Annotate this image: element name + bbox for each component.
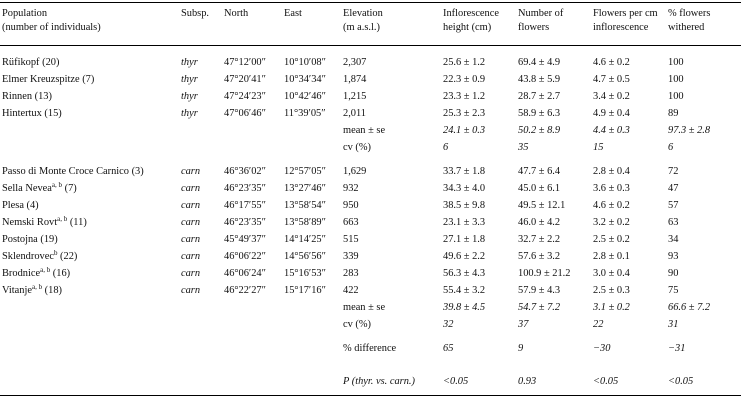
mean-number: 54.7 ± 7.2	[518, 302, 561, 313]
header-population-sub: (number of individuals)	[2, 22, 101, 33]
difference-inflorescence: 65	[443, 343, 454, 354]
inflorescence-height: 55.4 ± 3.2	[443, 285, 486, 296]
north-coordinate: 46°06′24″	[224, 268, 266, 279]
inflorescence-height: 49.6 ± 2.2	[443, 251, 486, 262]
flowers-per-cm: 3.4 ± 0.2	[593, 91, 630, 102]
flowers-withered: 100	[668, 91, 684, 102]
cv-flowers-per-cm: 15	[593, 142, 604, 153]
population-name: Nemski Rovt$^{a, b}$ (11)	[2, 215, 87, 228]
elevation: 1,215	[343, 91, 367, 102]
population-name: Plesa (4)	[2, 200, 39, 211]
population-name: Vitanje$^{a, b}$ (18)	[2, 283, 62, 296]
mean-label: mean ± se	[343, 302, 386, 313]
north-coordinate: 47°24′23″	[224, 91, 266, 102]
north-coordinate: 47°20′41″	[224, 74, 266, 85]
north-coordinate: 46°23′35″	[224, 183, 266, 194]
footnote-marker: a, b	[40, 266, 51, 274]
elevation: 515	[343, 234, 359, 245]
header-inflorescence: Inflorescence	[443, 8, 499, 19]
top-rule	[0, 2, 741, 3]
east-coordinate: 15°16′53″	[284, 268, 326, 279]
subspecies: thyr	[181, 91, 198, 102]
east-coordinate: 13°58′89″	[284, 217, 326, 228]
flowers-per-cm: 3.6 ± 0.3	[593, 183, 630, 194]
header-number-sub: flowers	[518, 22, 550, 33]
number-of-flowers: 57.6 ± 3.2	[518, 251, 561, 262]
cv-withered: 31	[668, 319, 679, 330]
mean-number: 50.2 ± 8.9	[518, 125, 561, 136]
inflorescence-height: 33.7 ± 1.8	[443, 166, 486, 177]
cv-label: cv (%)	[343, 319, 371, 330]
east-coordinate: 10°10′08″	[284, 57, 326, 68]
north-coordinate: 46°22′27″	[224, 285, 266, 296]
subspecies: thyr	[181, 108, 198, 119]
p-value-label: P (thyr. vs. carn.)	[343, 376, 415, 387]
flowers-per-cm: 2.5 ± 0.3	[593, 285, 630, 296]
east-coordinate: 10°34′34″	[284, 74, 326, 85]
elevation: 339	[343, 251, 359, 262]
header-flowers-per-cm: Flowers per cm	[593, 8, 658, 19]
mean-inflorescence: 39.8 ± 4.5	[443, 302, 486, 313]
elevation: 2,307	[343, 57, 367, 68]
cv-label: cv (%)	[343, 142, 371, 153]
difference-flowers-per-cm: −30	[593, 343, 611, 354]
inflorescence-height: 25.6 ± 1.2	[443, 57, 486, 68]
elevation: 663	[343, 217, 359, 228]
elevation: 2,011	[343, 108, 366, 119]
flowers-per-cm: 3.2 ± 0.2	[593, 217, 630, 228]
flowers-per-cm: 4.9 ± 0.4	[593, 108, 630, 119]
inflorescence-height: 25.3 ± 2.3	[443, 108, 486, 119]
footnote-marker: b	[53, 249, 58, 257]
number-of-flowers: 28.7 ± 2.7	[518, 91, 561, 102]
flowers-withered: 75	[668, 285, 679, 296]
difference-number: 9	[518, 343, 524, 354]
flowers-per-cm: 4.7 ± 0.5	[593, 74, 630, 85]
flowers-per-cm: 4.6 ± 0.2	[593, 200, 630, 211]
elevation: 950	[343, 200, 359, 211]
subspecies: carn	[181, 200, 201, 211]
flowers-withered: 72	[668, 166, 679, 177]
header-north: North	[224, 8, 249, 19]
flowers-per-cm: 3.0 ± 0.4	[593, 268, 630, 279]
difference-label: % difference	[343, 343, 397, 354]
inflorescence-height: 23.1 ± 3.3	[443, 217, 486, 228]
flowers-per-cm: 2.8 ± 0.4	[593, 166, 630, 177]
footnote-marker: a, b	[51, 181, 63, 189]
mean-flowers-per-cm: 3.1 ± 0.2	[593, 302, 630, 313]
inflorescence-height: 23.3 ± 1.2	[443, 91, 486, 102]
number-of-flowers: 100.9 ± 21.2	[518, 268, 571, 279]
cv-number: 37	[518, 319, 529, 330]
elevation: 1,874	[343, 74, 367, 85]
north-coordinate: 47°06′46″	[224, 108, 266, 119]
cv-inflorescence: 32	[443, 319, 454, 330]
number-of-flowers: 46.0 ± 4.2	[518, 217, 561, 228]
flowers-per-cm: 4.6 ± 0.2	[593, 57, 630, 68]
population-name: Sklendrovec$^b$ (22)	[2, 249, 78, 262]
number-of-flowers: 49.5 ± 12.1	[518, 200, 566, 211]
inflorescence-height: 22.3 ± 0.9	[443, 74, 486, 85]
cv-inflorescence: 6	[443, 142, 449, 153]
mean-withered: 97.3 ± 2.8	[668, 125, 711, 136]
subspecies: carn	[181, 166, 201, 177]
header-withered-sub: withered	[668, 22, 705, 33]
flowers-withered: 100	[668, 74, 684, 85]
flowers-withered: 57	[668, 200, 679, 211]
population-name: Brodnice$^{a, b}$ (16)	[2, 266, 71, 279]
north-coordinate: 46°06′22″	[224, 251, 266, 262]
flowers-withered: 34	[668, 234, 679, 245]
number-of-flowers: 47.7 ± 6.4	[518, 166, 561, 177]
subspecies: carn	[181, 217, 201, 228]
subspecies: carn	[181, 183, 201, 194]
cv-flowers-per-cm: 22	[593, 319, 604, 330]
elevation: 422	[343, 285, 359, 296]
subspecies: thyr	[181, 57, 198, 68]
flowers-withered: 89	[668, 108, 679, 119]
subspecies: carn	[181, 285, 201, 296]
p-value-number: 0.93	[518, 376, 537, 387]
cv-number: 35	[518, 142, 529, 153]
inflorescence-height: 56.3 ± 4.3	[443, 268, 486, 279]
number-of-flowers: 58.9 ± 6.3	[518, 108, 561, 119]
mean-withered: 66.6 ± 7.2	[668, 302, 711, 313]
number-of-flowers: 57.9 ± 4.3	[518, 285, 561, 296]
east-coordinate: 15°17′16″	[284, 285, 326, 296]
header-east: East	[284, 8, 302, 19]
header-population: Population	[2, 8, 48, 19]
p-value-inflorescence: <0.05	[443, 376, 469, 387]
east-coordinate: 10°42′46″	[284, 91, 326, 102]
east-coordinate: 13°27′46″	[284, 183, 326, 194]
mean-inflorescence: 24.1 ± 0.3	[443, 125, 486, 136]
elevation: 283	[343, 268, 359, 279]
east-coordinate: 13°58′54″	[284, 200, 326, 211]
north-coordinate: 46°23′35″	[224, 217, 266, 228]
header-withered: % flowers	[668, 8, 711, 19]
footnote-marker: a, b	[31, 283, 43, 291]
flowers-per-cm: 2.8 ± 0.1	[593, 251, 630, 262]
east-coordinate: 12°57′05″	[284, 166, 326, 177]
population-name: Hintertux (15)	[2, 108, 62, 119]
east-coordinate: 11°39′05″	[284, 108, 326, 119]
flowers-withered: 63	[668, 217, 679, 228]
north-coordinate: 47°12′00″	[224, 57, 266, 68]
header-elevation: Elevation	[343, 8, 383, 19]
subspecies: thyr	[181, 74, 198, 85]
flowers-withered: 90	[668, 268, 679, 279]
population-name: Rinnen (13)	[2, 91, 52, 102]
header-inflorescence-sub: height (cm)	[443, 22, 492, 33]
cv-withered: 6	[668, 142, 674, 153]
header-elevation-sub: (m a.s.l.)	[343, 22, 380, 33]
population-name: Passo di Monte Croce Carnico (3)	[2, 166, 144, 177]
inflorescence-height: 38.5 ± 9.8	[443, 200, 486, 211]
flowers-withered: 93	[668, 251, 679, 262]
east-coordinate: 14°14′25″	[284, 234, 326, 245]
number-of-flowers: 45.0 ± 6.1	[518, 183, 561, 194]
subspecies: carn	[181, 251, 201, 262]
population-name: Sella Nevea$^{a, b}$ (7)	[2, 181, 77, 194]
p-value-withered: <0.05	[668, 376, 694, 387]
header-rule	[0, 45, 741, 46]
elevation: 1,629	[343, 166, 367, 177]
bottom-rule	[0, 395, 741, 396]
north-coordinate: 45°49′37″	[224, 234, 266, 245]
number-of-flowers: 69.4 ± 4.9	[518, 57, 561, 68]
difference-withered: −31	[668, 343, 686, 354]
population-name: Rüfikopf (20)	[2, 57, 60, 68]
footnote-marker: a, b	[57, 215, 68, 223]
flowers-per-cm: 2.5 ± 0.2	[593, 234, 630, 245]
header-subsp: Subsp.	[181, 8, 210, 19]
number-of-flowers: 43.8 ± 5.9	[518, 74, 561, 85]
number-of-flowers: 32.7 ± 2.2	[518, 234, 561, 245]
flowers-withered: 100	[668, 57, 684, 68]
population-name: Elmer Kreuzspitze (7)	[2, 74, 95, 85]
elevation: 932	[343, 183, 359, 194]
mean-flowers-per-cm: 4.4 ± 0.3	[593, 125, 630, 136]
east-coordinate: 14°56′56″	[284, 251, 326, 262]
mean-label: mean ± se	[343, 125, 386, 136]
flowers-withered: 47	[668, 183, 679, 194]
subspecies: carn	[181, 234, 201, 245]
north-coordinate: 46°36′02″	[224, 166, 266, 177]
inflorescence-height: 34.3 ± 4.0	[443, 183, 486, 194]
header-flowers-per-cm-sub: inflorescence	[593, 22, 649, 33]
p-value-flowers-per-cm: <0.05	[593, 376, 619, 387]
inflorescence-height: 27.1 ± 1.8	[443, 234, 486, 245]
header-number: Number of	[518, 8, 564, 19]
subspecies: carn	[181, 268, 201, 279]
north-coordinate: 46°17′55″	[224, 200, 266, 211]
population-name: Postojna (19)	[2, 234, 58, 245]
